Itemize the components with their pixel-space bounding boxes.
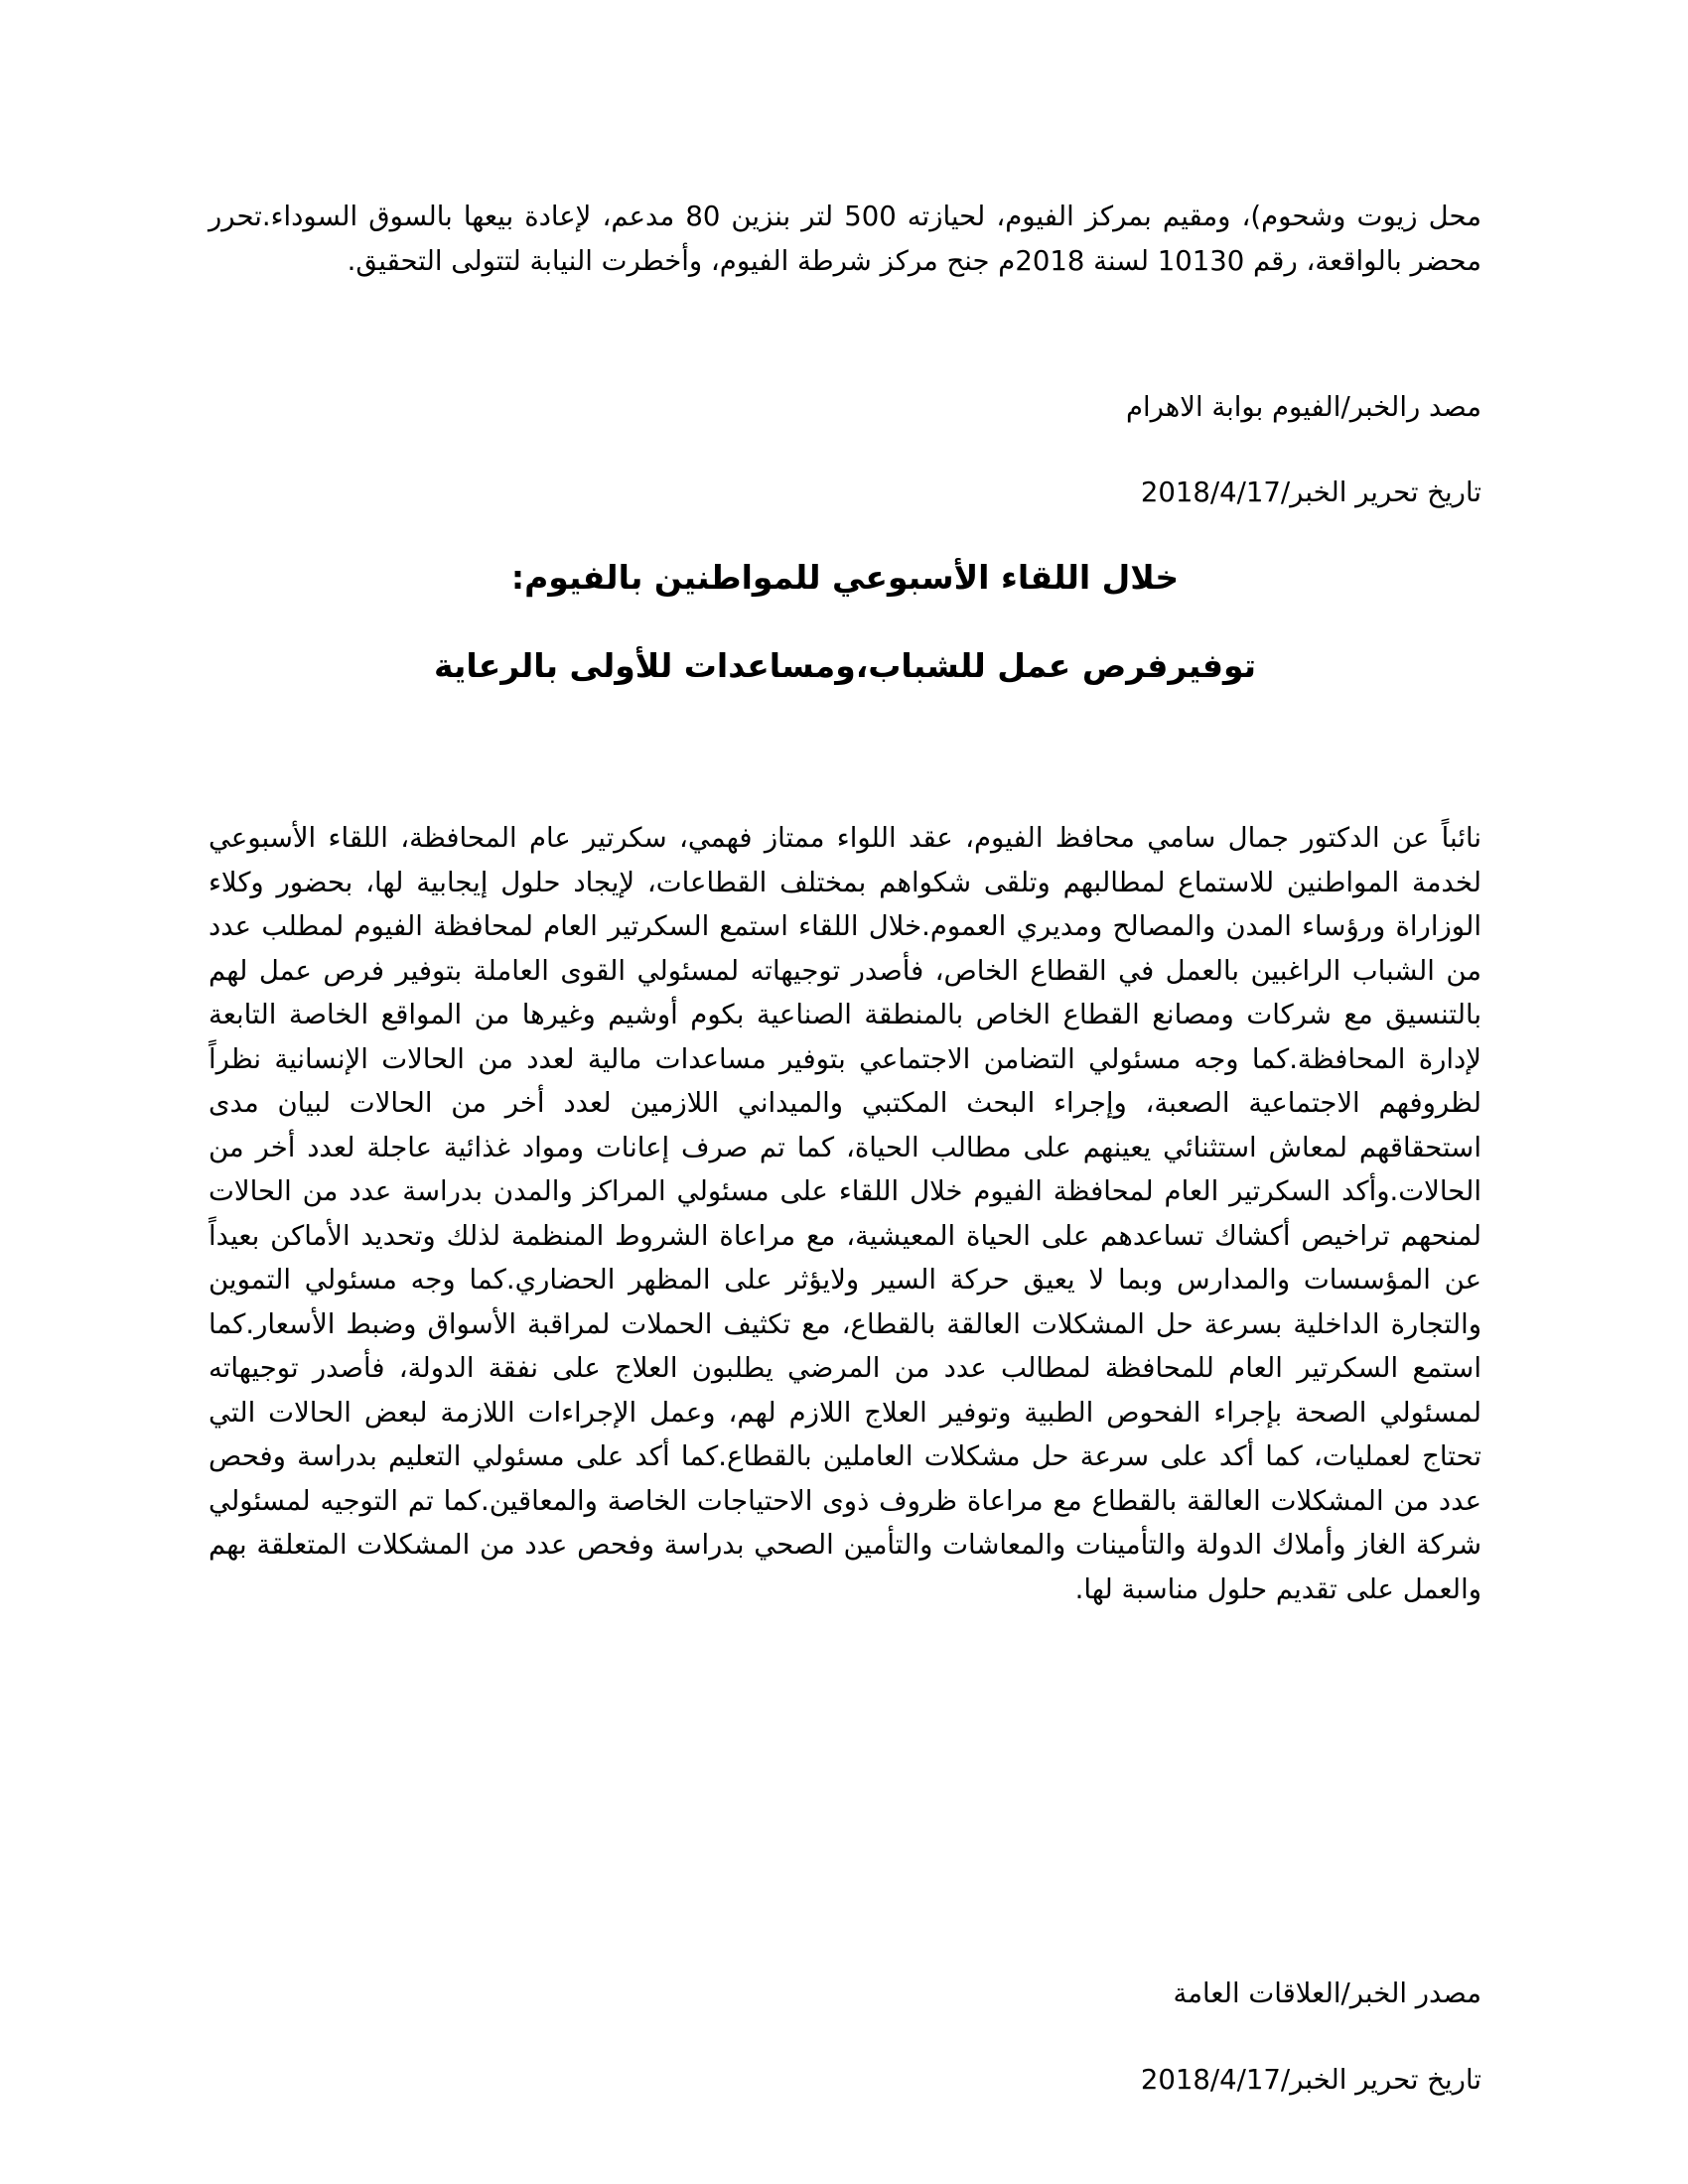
news-date-1: تاريخ تحرير الخبر/2018/4/17 — [1140, 477, 1481, 508]
article-headline: خلال اللقاء الأسبوعي للمواطنين بالفيوم: — [510, 558, 1180, 597]
intro-paragraph: محل زيوت وشحوم)، ومقيم بمركز الفيوم، لحيازته 500 لتر بنزين 80 مدعم، لإعادة بيعها بالسوق السوداء.تحرر محضر بالواقعة، رقم 10130 لسنة 2018م جنح مركز شرطة الفيوم، وأخطرت النيابة لتتولى التحقيق. — [209, 201, 1481, 277]
news-source-1: مصد رالخبر/الفيوم بوابة الاهرام — [1125, 391, 1481, 423]
news-date-2: تاريخ تحرير الخبر/2018/4/17 — [1140, 2064, 1481, 2096]
news-source-2: مصدر الخبر/العلاقات العامة — [1173, 1978, 1481, 2009]
article-body: نائباً عن الدكتور جمال سامي محافظ الفيوم، عقد اللواء ممتاز فهمي، سكرتير عام المحافظة، اللقاء الأسبوعي لخدمة المواطنين للاستماع لمطالبهم وتلقى شكواهم بمختلف القطاعات، لإيجاد حلول إيجابية لها، بحضور وكلاء الوزاراة ورؤساء المدن والمصالح ومديري العموم.خلال اللقاء استمع السكرتير العام لمحافظة الفيوم لمطلب عدد من الشباب الراغبين بالعمل في القطاع الخاص، فأصدر توجيهاته لمسئولي القوى العاملة بتوفير فرص عمل لهم بالتنسيق مع شركات ومصانع القطاع الخاص بالمنطقة الصناعية بكوم أوشيم وغيرها من المواقع الخاصة التابعة لإدارة المحافظة.كما وجه مسئولي التضامن الاجتماعي بتوفير مساعدات مالية لعدد من الحالات الإنسانية نظراً لظروفهم الاجتماعية الصعبة، وإجراء البحث المكتبي والميداني اللازمين لعدد أخر من الحالات لبيان مدى استحقاقهم لمعاش استثنائي يعينهم على مطالب الحياة، كما تم صرف إعانات ومواد غذائية عاجلة لعدد أخر من الحالات.وأكد السكرتير العام لمحافظة الفيوم خلال اللقاء على مسئولي المراكز والمدن بدراسة عدد من الحالات لمنحهم تراخيص أكشاك تساعدهم على الحياة المعيشية، مع مراعاة الشروط المنظمة لذلك وتحديد الأماكن بعيداً عن المؤسسات والمدارس وبما لا يعيق حركة السير ولايؤثر على المظهر الحضاري.كما وجه مسئولي التموين والتجارة الداخلية بسرعة حل المشكلات العالقة بالقطاع، مع تكثيف الحملات لمراقبة الأسواق وضبط الأسعار.كما استمع السكرتير العام للمحافظة لمطالب عدد من المرضي يطلبون العلاج على نفقة الدولة، فأصدر توجيهاته لمسئولي الصحة بإجراء الفحوص الطبية وتوفير العلاج اللازم لهم، وعمل الإجراءات اللازمة لبعض الحالات التي تحتاج لعمليات، كما أكد على سرعة حل مشكلات العاملين بالقطاع.كما أكد على مسئولي التعليم بدراسة وفحص عدد من المشكلات العالقة بالقطاع مع مراعاة ظروف ذوى الاحتياجات الخاصة والمعاقين.كما تم التوجيه لمسئولي شركة الغاز وأملاك الدولة والتأمينات والمعاشات والتأمين الصحي بدراسة وفحص عدد من المشكلات المتعلقة بهم والعمل على تقديم حلول مناسبة لها. — [209, 822, 1481, 1605]
article-subheadline: توفيرفرص عمل للشباب،ومساعدات للأولى بالرعاية — [433, 646, 1257, 685]
